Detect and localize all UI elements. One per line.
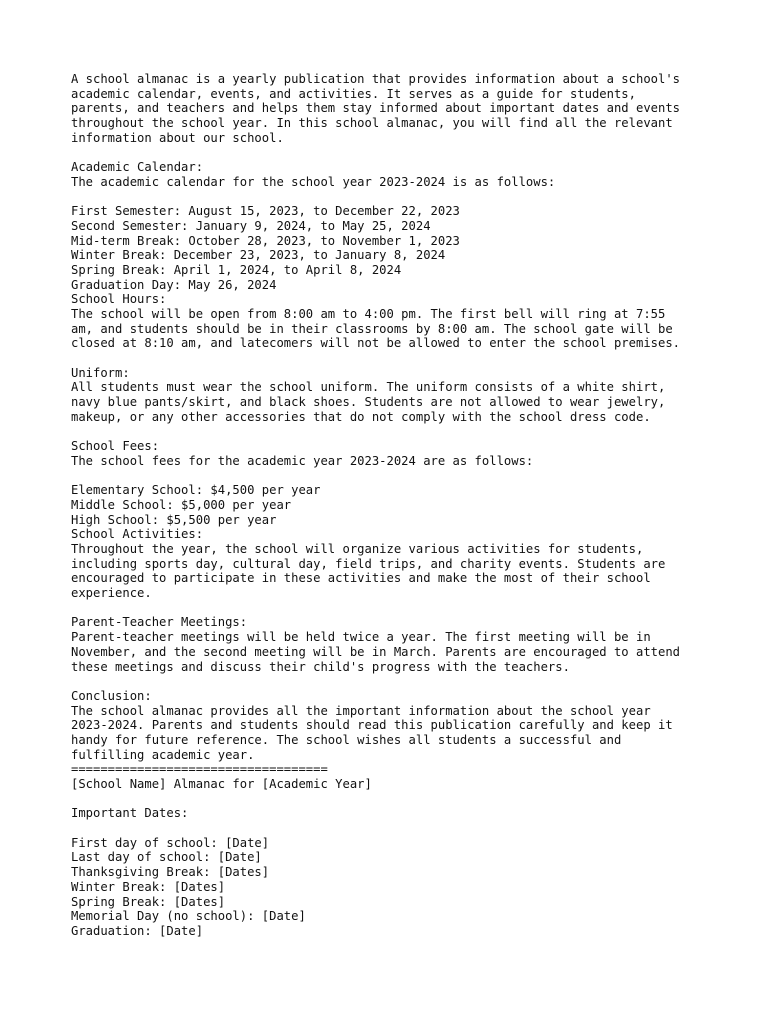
text-line: The school will be open from 8:00 am to 4:00 pm. The first bell will ring at 7:55 <box>71 307 666 321</box>
text-line: these meetings and discuss their child's progress with the teachers. <box>71 659 570 674</box>
date-item: Spring Break: [Dates] <box>71 894 226 909</box>
blank-line <box>71 190 731 205</box>
text-line: am, and students should be in their classrooms by 8:00 am. The school gate will be <box>71 321 673 336</box>
section-heading: Academic Calendar: <box>71 160 204 175</box>
calendar-item: Second Semester: January 9, 2024, to May 25, 2024 <box>71 218 431 233</box>
date-item: Winter Break: [Dates] <box>71 879 226 894</box>
text-line: experience. <box>71 586 152 601</box>
date-item: Graduation: [Date] <box>71 923 204 938</box>
blank-line <box>71 821 731 836</box>
text-line: 2023-2024. Parents and students should read this publication carefully and keep it <box>71 718 673 733</box>
section-heading: School Hours: <box>71 292 167 307</box>
date-item: Memorial Day (no school): [Date] <box>71 909 306 924</box>
blank-line <box>71 351 731 366</box>
calendar-item: Graduation Day: May 26, 2024 <box>71 277 277 292</box>
date-item: First day of school: [Date] <box>71 835 270 850</box>
text-line: closed at 8:10 am, and latecomers will not be allowed to enter the school premises. <box>71 336 681 351</box>
text-line: handy for future reference. The school wishes all students a successful and <box>71 732 622 747</box>
text-line: A school almanac is a yearly publication that provides information about a school's <box>71 72 681 86</box>
calendar-item: Mid-term Break: October 28, 2023, to November 1, 2023 <box>71 233 460 248</box>
text-line: The school fees for the academic year 2023-2024 are as follows: <box>71 453 534 468</box>
date-item: Last day of school: [Date] <box>71 850 262 865</box>
text-line: All students must wear the school uniform. The uniform consists of a white shirt, <box>71 380 666 395</box>
section-heading: Parent-Teacher Meetings: <box>71 615 248 630</box>
text-line: navy blue pants/skirt, and black shoes. Students are not allowed to wear jewelry, <box>71 395 666 410</box>
text-line: information about our school. <box>71 130 284 145</box>
text-line: Parent-teacher meetings will be held twice a year. The first meeting will be in <box>71 630 651 645</box>
section-heading: Uniform: <box>71 365 130 380</box>
section-heading: Important Dates: <box>71 806 189 821</box>
date-item: Thanksgiving Break: [Dates] <box>71 865 270 880</box>
text-line: fulfilling academic year. <box>71 747 255 762</box>
blank-line <box>71 601 731 616</box>
calendar-item: Winter Break: December 23, 2023, to January 8, 2024 <box>71 248 446 263</box>
fee-item: Elementary School: $4,500 per year <box>71 483 321 498</box>
blank-line <box>71 145 731 160</box>
section-heading: School Fees: <box>71 439 160 454</box>
fee-item: Middle School: $5,000 per year <box>71 497 292 512</box>
blank-line <box>71 425 731 440</box>
text-line: Throughout the year, the school will organize various activities for students, <box>71 542 644 556</box>
text-line: November, and the second meeting will be in March. Parents are encouraged to attend <box>71 644 681 659</box>
blank-line <box>71 674 731 689</box>
text-line: including sports day, cultural day, field trips, and charity events. Students are <box>71 556 666 571</box>
section-heading: Conclusion: <box>71 688 152 703</box>
calendar-item: Spring Break: April 1, 2024, to April 8, 2024 <box>71 262 402 277</box>
separator-line: =================================== <box>71 762 328 777</box>
text-line: academic calendar, events, and activities. It serves as a guide for students, <box>71 86 636 101</box>
text-line: The school almanac provides all the important information about the school year <box>71 703 651 718</box>
template-title: [School Name] Almanac for [Academic Year] <box>71 777 372 791</box>
blank-line <box>71 469 731 484</box>
text-line: parents, and teachers and helps them stay informed about important dates and events <box>71 101 681 116</box>
fee-item: High School: $5,500 per year <box>71 512 277 527</box>
blank-line <box>71 792 731 807</box>
text-line: makeup, or any other accessories that do not comply with the school dress code. <box>71 409 651 424</box>
calendar-item: First Semester: August 15, 2023, to December 22, 2023 <box>71 204 460 219</box>
section-heading: School Activities: <box>71 527 204 542</box>
text-line: The academic calendar for the school year 2023-2024 is as follows: <box>71 174 556 189</box>
document-page <box>71 72 731 939</box>
text-line: encouraged to participate in these activities and make the most of their school <box>71 571 651 586</box>
text-line: throughout the school year. In this school almanac, you will find all the relevant <box>71 116 673 131</box>
